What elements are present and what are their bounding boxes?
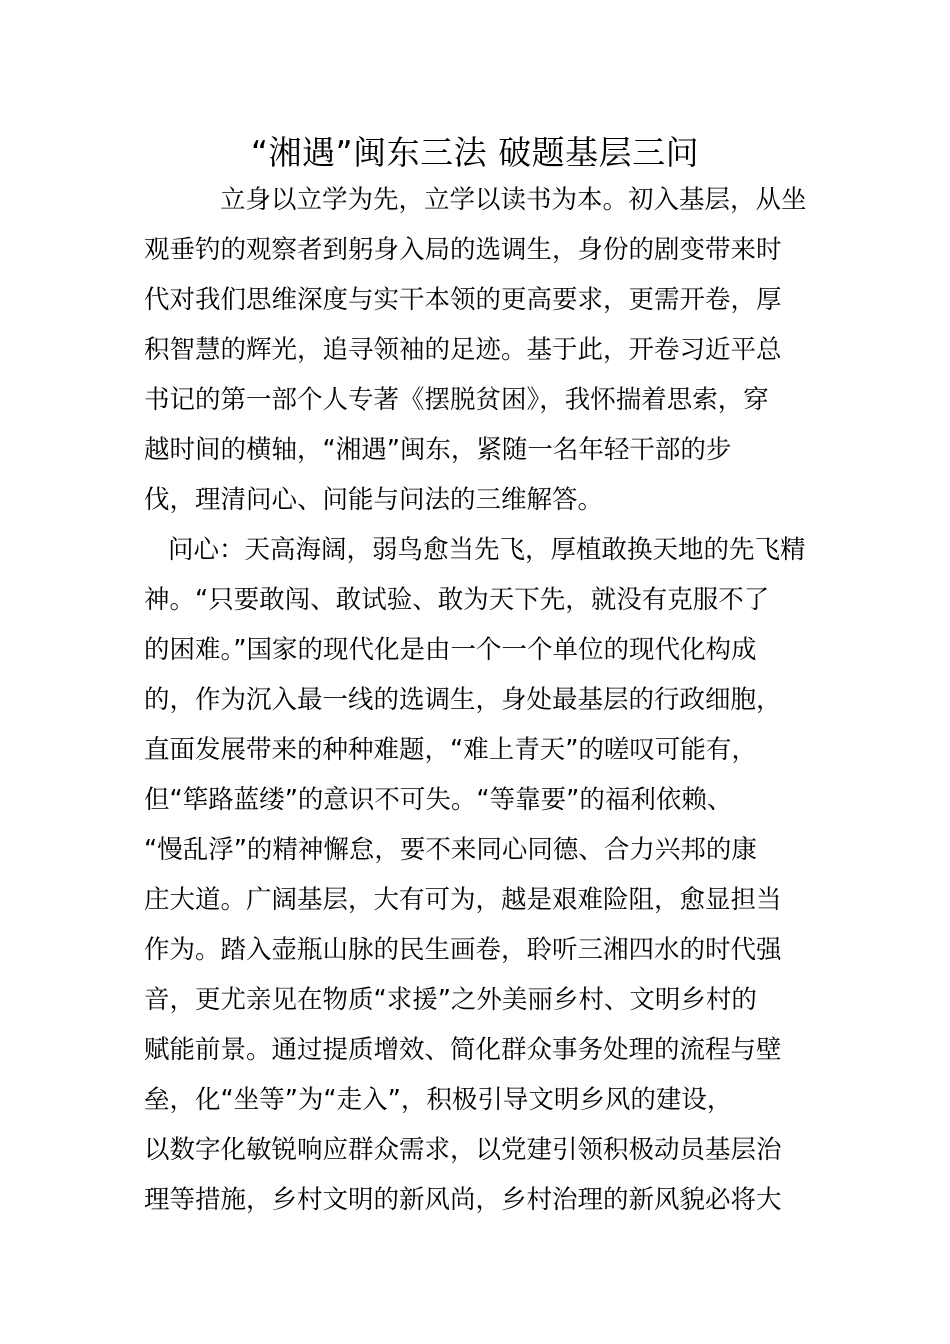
paragraph-line: “慢乱浮”的精神懈怠，要不来同心同德、合力兴邦的康 (144, 835, 757, 865)
paragraph-line: 庄大道。广阔基层，大有可为，越是艰难险阻，愈显担当 (144, 885, 782, 915)
paragraph-line: 但“筚路蓝缕”的意识不可失。“等靠要”的福利依赖、 (144, 785, 733, 815)
paragraph-line: 书记的第一部个人专著《摆脱贫困》，我怀揣着思索，穿 (144, 385, 769, 415)
paragraph-line: 赋能前景。通过提质增效、简化群众事务处理的流程与壁 (144, 1035, 782, 1065)
paragraph-line: 伐，理清问心、问能与问法的三维解答。 (144, 485, 604, 515)
paragraph-line: 观垂钓的观察者到躬身入局的选调生，身份的剧变带来时 (144, 235, 782, 265)
document-title: “湘遇”闽东三法 破题基层三问 (250, 133, 700, 172)
paragraph-line: 理等措施，乡村文明的新风尚，乡村治理的新风貌必将大 (144, 1185, 782, 1215)
paragraph-line: 越时间的横轴，“湘遇”闽东，紧随一名年轻干部的步 (144, 435, 732, 465)
paragraph-line: 垒，化“坐等”为“走入”，积极引导文明乡风的建设， (144, 1085, 733, 1115)
paragraph-line: 积智慧的辉光，追寻领袖的足迹。基于此，开卷习近平总 (144, 335, 782, 365)
paragraph-line: 代对我们思维深度与实干本领的更高要求，更需开卷，厚 (144, 285, 782, 315)
paragraph-line: 的困难。”国家的现代化是由一个一个单位的现代化构成 (144, 635, 757, 665)
paragraph-line: 立身以立学为先，立学以读书为本。初入基层，从坐 (220, 185, 807, 215)
paragraph-line: 音，更尤亲见在物质“求援”之外美丽乡村、文明乡村的 (144, 985, 757, 1015)
paragraph-line: 直面发展带来的种种难题，“难上青天”的嗟叹可能有， (144, 735, 757, 765)
paragraph-line: 的，作为沉入最一线的选调生，身处最基层的行政细胞， (144, 685, 782, 715)
paragraph-line: 神。“只要敢闯、敢试验、敢为天下先，就没有克服不了 (144, 585, 770, 615)
paragraph-line: 以数字化敏锐响应群众需求，以党建引领积极动员基层治 (144, 1135, 782, 1165)
paragraph-line: 作为。踏入壶瓶山脉的民生画卷，聆听三湘四水的时代强 (144, 935, 782, 965)
paragraph-line: 问心：天高海阔，弱鸟愈当先飞，厚植敢换天地的先飞精 (168, 535, 806, 565)
